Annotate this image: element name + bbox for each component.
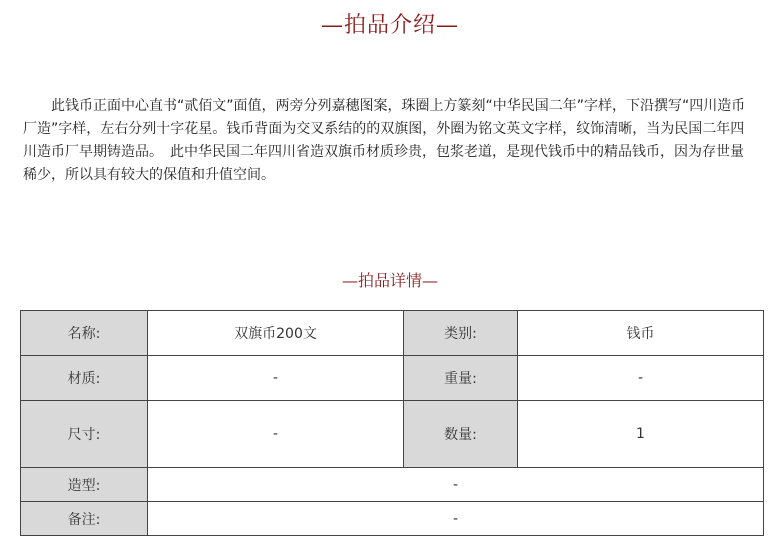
- material-value: -: [148, 356, 404, 401]
- remark-label: 备注:: [21, 502, 148, 536]
- table-row: [21, 356, 764, 401]
- size-value: -: [148, 401, 404, 468]
- size-label: 尺寸:: [21, 401, 148, 468]
- name-label: 名称:: [21, 311, 148, 356]
- category-label: 类别:: [404, 311, 518, 356]
- quantity-value: 1: [518, 401, 764, 468]
- details-table: [20, 310, 764, 536]
- shape-value: -: [148, 468, 764, 502]
- table-row: [21, 401, 764, 468]
- category-value: 钱币: [518, 311, 764, 356]
- quantity-label: 数量:: [404, 401, 518, 468]
- table-row: [21, 311, 764, 356]
- shape-label: 造型:: [21, 468, 148, 502]
- material-label: 材质:: [21, 356, 148, 401]
- weight-value: -: [518, 356, 764, 401]
- name-value: 双旗币200文: [148, 311, 404, 356]
- remark-value: -: [148, 502, 764, 536]
- intro-title: —拍品介绍—: [320, 13, 459, 38]
- weight-label: 重量:: [404, 356, 518, 401]
- details-title: —拍品详情—: [341, 271, 438, 290]
- table-row: [21, 502, 764, 536]
- intro-paragraph: 此钱币正面中心直书“贰佰文”面值，两旁分列嘉穗图案，珠圈上方篆刻“中华民国二年”字样，下沿撰写“四川造币厂造”字样，左右分列十字花星。钱币背面为交叉系结的的双旗图，外圈为铭文英文字样，纹饰清晰，当为民国二年四川造币厂早期铸造品。 此中华民国二年四川省造双旗币材质珍贵，包浆老道，是现代钱币中的精品钱币，因为存世量稀少，所以具有较大的保值和升值空间。: [23, 98, 746, 183]
- table-row: [21, 468, 764, 502]
